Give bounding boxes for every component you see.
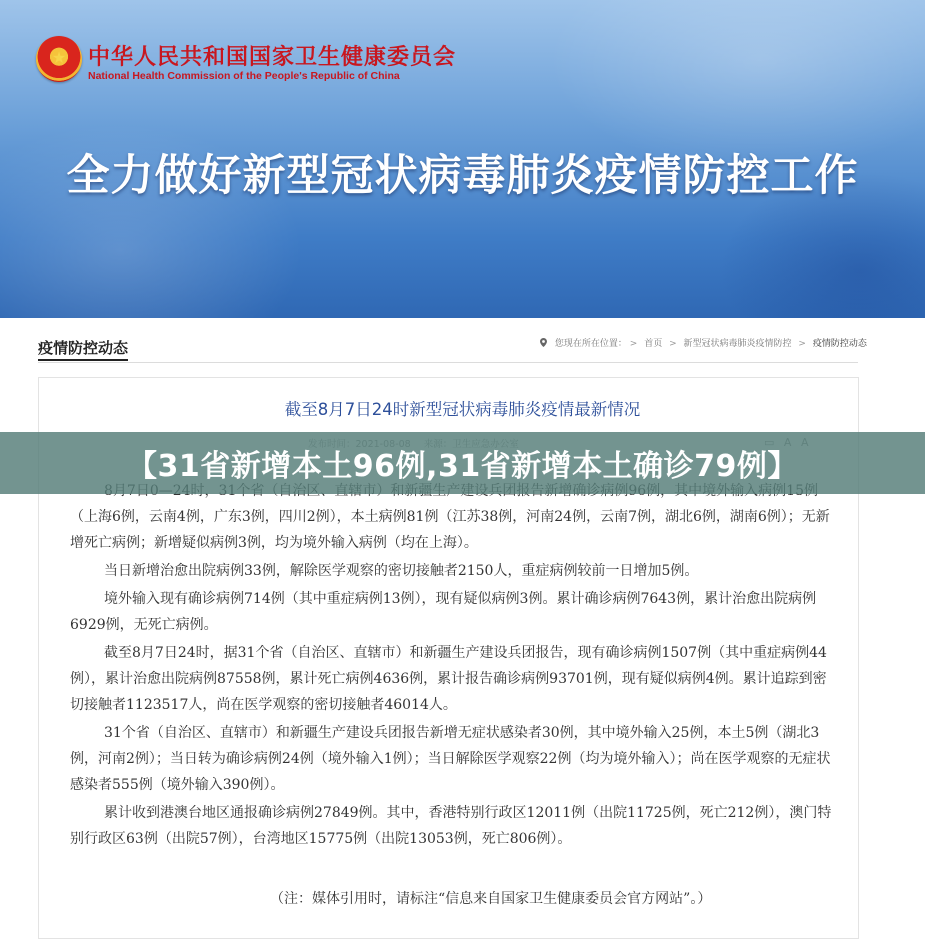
article-paragraph: 累计收到港澳台地区通报确诊病例27849例。其中，香港特别行政区12011例（出院11725例，死亡212例），澳门特别行政区63例（出院57例），台湾地区15775例（出院13053例，死亡806例）。 (70, 805, 832, 847)
breadcrumb-separator: > (629, 339, 638, 349)
site-subtitle[interactable]: National Health Commission of the People's Republic of China (88, 70, 400, 82)
article-title: 截至8月7日24时新型冠状病毒肺炎疫情最新情况 (284, 400, 641, 419)
location-pin-icon (540, 338, 547, 347)
header-banner (0, 0, 925, 318)
breadcrumb-home-link[interactable]: 首页 (644, 339, 663, 349)
article-paragraph: 截至8月7日24时，据31个省（自治区、直辖市）和新疆生产建设兵团报告，现有确诊病例1507例（其中重症病例44例），累计治愈出院病例87558例，累计死亡病例4636例，累计报告确诊病例93701例，现有疑似病例4例。累计追踪到密切接触者1123517人，尚在医学观察的密切接触者46014人。 (70, 645, 827, 713)
banner-headline: 全力做好新型冠状病毒肺炎疫情防控工作 (66, 151, 859, 201)
article-paragraph: 境外输入现有确诊病例714例（其中重症病例13例），现有疑似病例3例。累计确诊病例7643例，累计治愈出院病例6929例，无死亡病例。 (70, 591, 817, 633)
breadcrumb-separator: > (669, 339, 677, 349)
breadcrumb-current-link[interactable]: 疫情防控动态 (812, 339, 867, 349)
breadcrumb (540, 336, 867, 349)
article-body (70, 478, 835, 854)
breadcrumb-prefix: 您现在所在位置： (554, 339, 627, 349)
article-paragraph: （上海6例，云南4例，广东3例，四川2例），本土病例81例（江苏38例，河南24例，云南7例，湖北6例，湖南6例）；无新增死亡病例；新增疑似病例3例，均为境外输入病例（均在上海）。 (70, 509, 830, 551)
section-title: 疫情防控动态 (38, 337, 128, 361)
national-emblem-icon[interactable]: ★ (36, 36, 82, 82)
breadcrumb-covid-link[interactable]: 新型冠状病毒肺炎疫情防控 (683, 339, 792, 349)
article-paragraph: 当日新增治愈出院病例33例，解除医学观察的密切接触者2150人，重症病例较前一日增加5例。 (104, 563, 699, 579)
site-title[interactable]: 中华人民共和国国家卫生健康委员会 (88, 44, 457, 70)
citation-note: （注：媒体引用时，请标注“信息来自国家卫生健康委员会官方网站”。） (270, 891, 712, 907)
article-paragraph: 31个省（自治区、直辖市）和新疆生产建设兵团报告新增无症状感染者30例，其中境外输入25例，本土5例（湖北3例，河南2例）；当日转为确诊病例24例（境外输入1例）；当日解除医学观察22例（均为境外输入）；尚在医学观察的无症状感染者555例（境外输入390例）。 (70, 725, 831, 793)
overlay-headline: 【31省新增本土96例,31省新增本土确诊79例】 (127, 449, 798, 484)
breadcrumb-separator: > (798, 339, 806, 349)
section-divider (38, 362, 858, 363)
